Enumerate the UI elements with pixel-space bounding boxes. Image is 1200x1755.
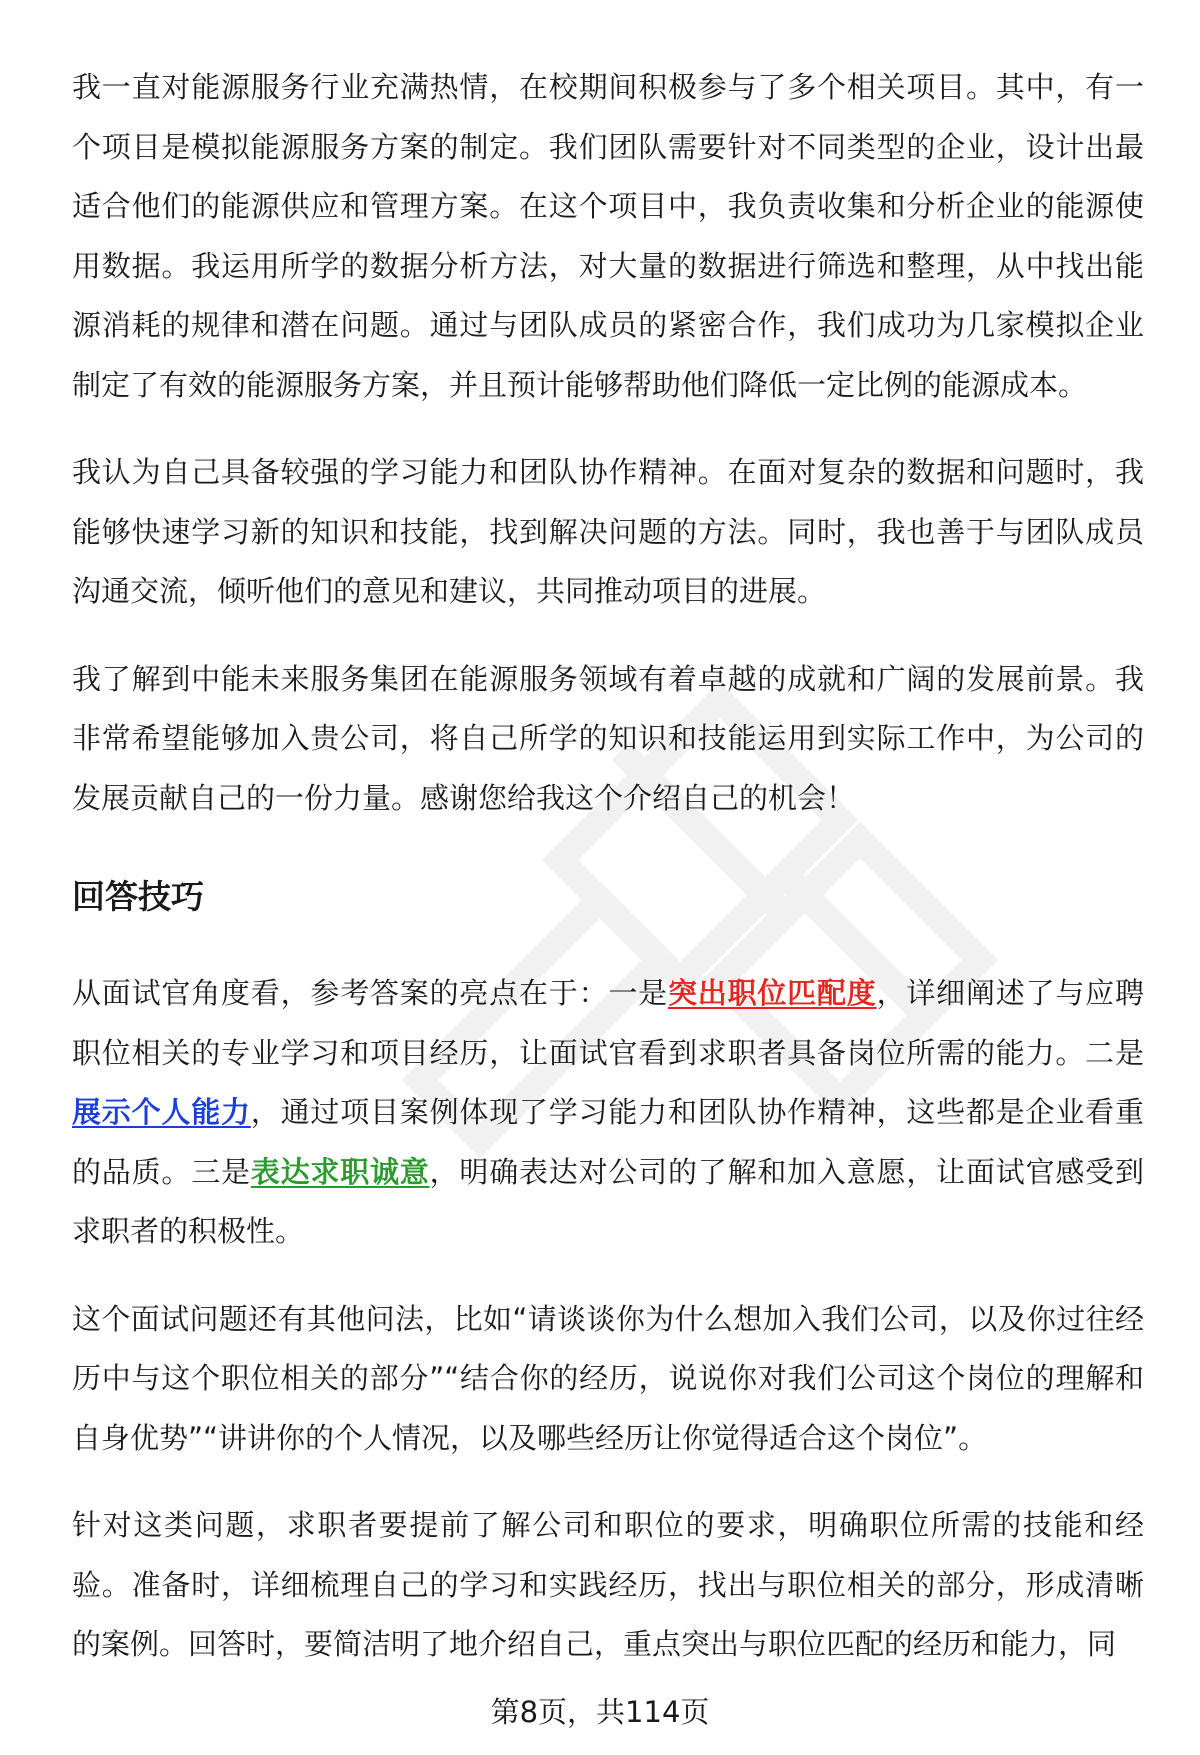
tips-text-3: ，通过项目案例体现了学习能力和团队协作精神，这些都是企业看重的品质。三是 bbox=[72, 1095, 1144, 1189]
paragraph-abilities: 我认为自己具备较强的学习能力和团队协作精神。在面对复杂的数据和问题时，我能够快速学习新的知识和技能，找到解决问题的方法。同时，我也善于与团队成员沟通交流，倾听他们的意见和建议，共同推动项目的进展。 bbox=[72, 455, 1144, 608]
paragraph-tips bbox=[72, 964, 1144, 1262]
paragraph-preparation-advice: 针对这类问题，求职者要提前了解公司和职位的要求，明确职位所需的技能和经验。准备时，详细梳理自己的学习和实践经历，找出与职位相关的部分，形成清晰的案例。回答时，要简洁明了地介绍自己，重点突出与职位匹配的经历和能力，同 bbox=[72, 1508, 1144, 1661]
paragraph-company-interest: 我了解到中能未来服务集团在能源服务领域有着卓越的成就和广阔的发展前景。我非常希望能够加入贵公司，将自己所学的知识和技能运用到实际工作中，为公司的发展贡献自己的一份力量。感谢您给我这个介绍自己的机会！ bbox=[72, 661, 1144, 815]
highlight-sincerity: 表达求职诚意 bbox=[250, 1154, 430, 1189]
document-body bbox=[72, 58, 1144, 1703]
highlight-personal-ability: 展示个人能力 bbox=[72, 1095, 251, 1129]
tips-text-2: ，详细阐述了与应聘职位相关的专业学习和项目经历，让面试官看到求职者具备岗位所需的能力。二是 bbox=[72, 976, 1144, 1070]
tips-text-1: 从面试官角度看，参考答案的亮点在于：一是 bbox=[72, 976, 668, 1010]
highlight-job-match: 突出职位匹配度 bbox=[667, 976, 877, 1010]
page-number-footer: 第8页，共114页 bbox=[490, 1695, 710, 1729]
section-heading-answer-tips: 回答技巧 bbox=[72, 877, 204, 916]
tips-text-4: ，明确表达对公司的了解和加入意愿，让面试官感受到求职者的积极性。 bbox=[72, 1154, 1144, 1248]
paragraph-experience: 我一直对能源服务行业充满热情，在校期间积极参与了多个相关项目。其中，有一个项目是模拟能源服务方案的制定。我们团队需要针对不同类型的企业，设计出最适合他们的能源供应和管理方案。在这个项目中，我负责收集和分析企业的能源使用数据。我运用所学的数据分析方法，对大量的数据进行筛选和整理，从中找出能源消耗的规律和潜在问题。通过与团队成员的紧密合作，我们成功为几家模拟企业制定了有效的能源服务方案，并且预计能够帮助他们降低一定比例的能源成本。 bbox=[72, 70, 1144, 402]
paragraph-alternative-questions: 这个面试问题还有其他问法，比如“请谈谈你为什么想加入我们公司，以及你过往经历中与这个职位相关的部分”“结合你的经历，说说你对我们公司这个岗位的理解和自身优势”“讲讲你的个人情况，以及哪些经历让你觉得适合这个岗位”。 bbox=[72, 1301, 1144, 1455]
